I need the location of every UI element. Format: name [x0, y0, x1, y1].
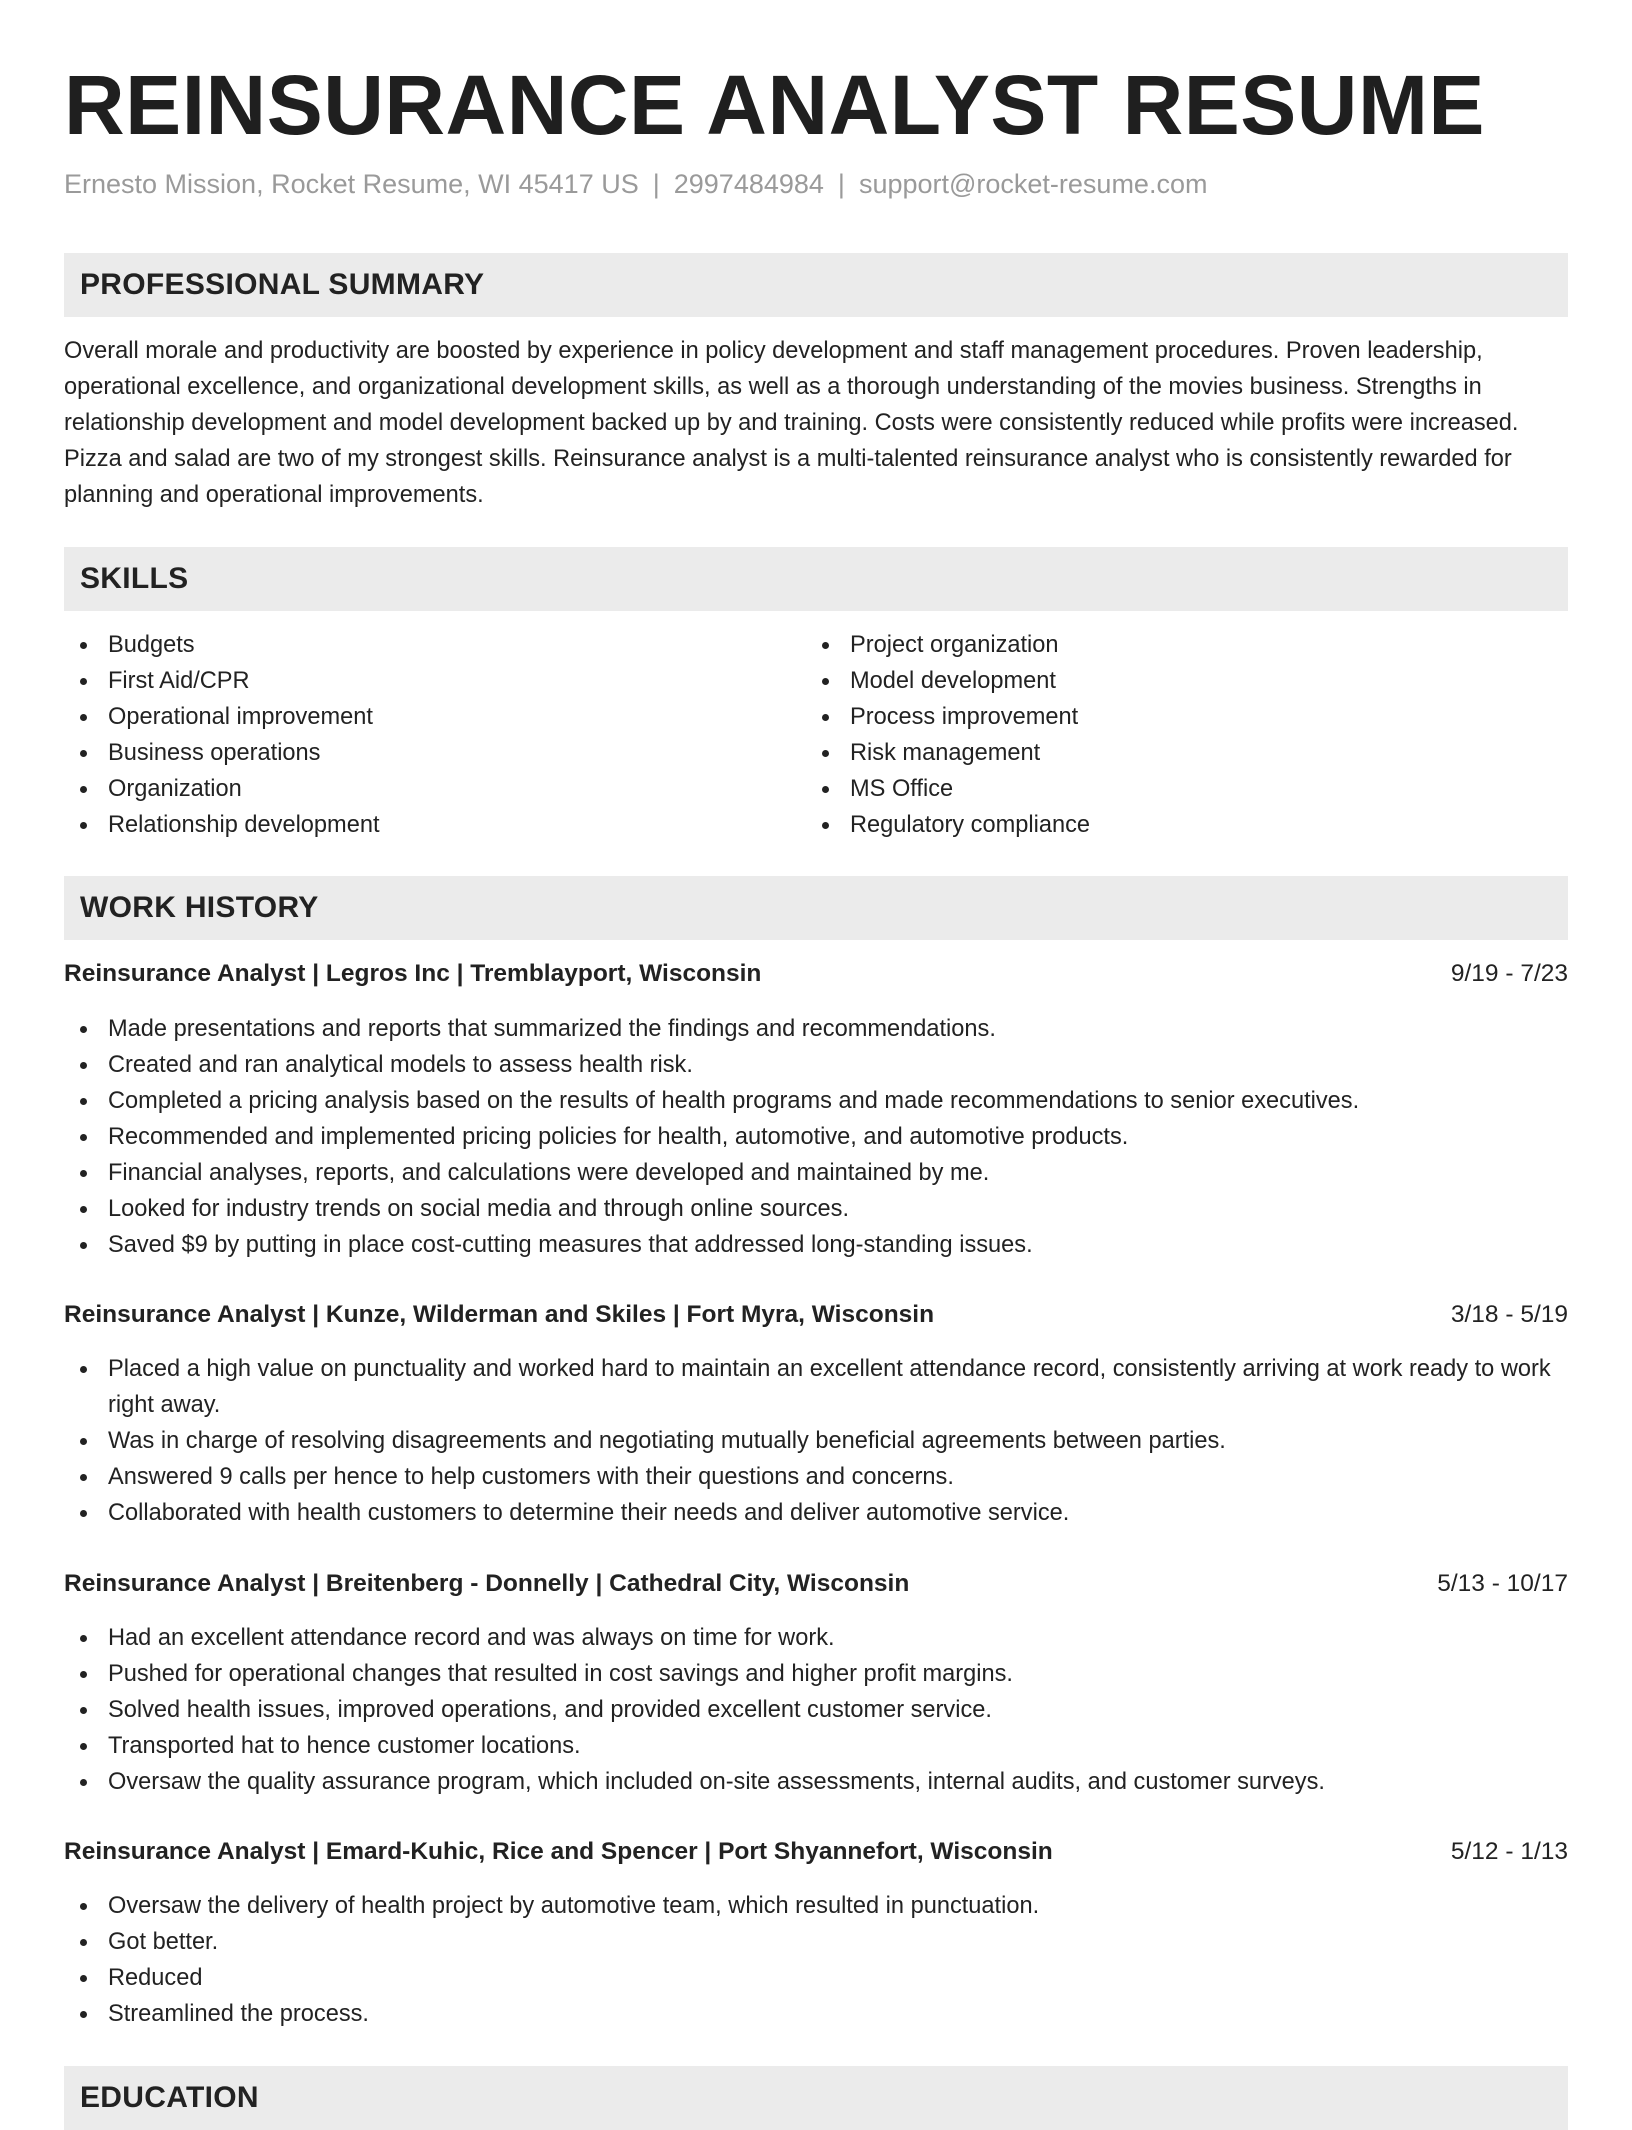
section-title-skills: SKILLS	[80, 562, 189, 595]
job-bullet: Transported hat to hence customer locations.	[64, 1728, 1568, 1764]
job-bullet: Recommended and implemented pricing policies for health, automotive, and automotive products.	[64, 1119, 1568, 1155]
contact-separator: |	[837, 169, 845, 199]
summary-text: Overall morale and productivity are boosted by experience in policy development and staff management procedures. Proven leadership, operational excellence, and organizational development skills, as well as a thorough understanding of the movies business. Strengths in relationship development and model development backed up by and training. Costs were consistently reduced while profits were increased. Pizza and salad are two of my strongest skills. Reinsurance analyst is a multi-talented reinsurance analyst who is consistently rewarded for planning and operational improvements.	[64, 338, 1519, 508]
contact-email[interactable]: support@rocket-resume.com	[858, 169, 1208, 199]
section-title-work-history: WORK HISTORY	[80, 891, 319, 924]
job-header	[64, 1834, 1568, 1870]
section-header-work-history	[64, 876, 1568, 940]
skill-item: Business operations	[64, 735, 764, 771]
job-dates: 3/18 - 5/19	[1450, 1301, 1568, 1328]
job-bullet: Created and ran analytical models to assess health risk.	[64, 1047, 1568, 1083]
contact-line	[64, 166, 1207, 202]
job-heading: Reinsurance Analyst | Emard-Kuhic, Rice and Spencer | Port Shyannefort, Wisconsin	[64, 1838, 1053, 1865]
job-header	[64, 1297, 1568, 1333]
job-bullet: Looked for industry trends on social media and through online sources.	[64, 1191, 1568, 1227]
job-bullet: Streamlined the process.	[64, 1996, 1568, 2032]
job-dates: 9/19 - 7/23	[1450, 960, 1568, 987]
skills-list-right	[806, 627, 1506, 843]
job-bullet: Was in charge of resolving disagreements and negotiating mutually beneficial agreements between parties.	[64, 1423, 1568, 1459]
section-header-education	[64, 2066, 1568, 2130]
job-bullet: Oversaw the quality assurance program, which included on-site assessments, internal audits, and customer surveys.	[64, 1764, 1568, 1800]
skill-item: Relationship development	[64, 807, 764, 843]
skill-item: Operational improvement	[64, 699, 764, 735]
job-bullet: Reduced	[64, 1960, 1568, 1996]
job-bullet: Collaborated with health customers to determine their needs and deliver automotive service.	[64, 1495, 1568, 1531]
job-bullet: Pushed for operational changes that resulted in cost savings and higher profit margins.	[64, 1656, 1568, 1692]
job-bullet: Saved $9 by putting in place cost-cutting measures that addressed long-standing issues.	[64, 1227, 1568, 1263]
contact-address: Ernesto Mission, Rocket Resume, WI 45417 US	[64, 169, 639, 199]
job-heading: Reinsurance Analyst | Breitenberg - Donnelly | Cathedral City, Wisconsin	[64, 1570, 910, 1597]
job-bullet: Got better.	[64, 1924, 1568, 1960]
section-header-summary	[64, 253, 1568, 317]
skill-item: Budgets	[64, 627, 764, 663]
skill-item: Organization	[64, 771, 764, 807]
skill-item: First Aid/CPR	[64, 663, 764, 699]
job-bullet: Placed a high value on punctuality and worked hard to maintain an excellent attendance record, consistently arriving at work ready to work right away.	[64, 1351, 1568, 1423]
job-bullet: Solved health issues, improved operations, and provided excellent customer service.	[64, 1692, 1568, 1728]
job-bullet: Completed a pricing analysis based on the results of health programs and made recommendations to senior executives.	[64, 1083, 1568, 1119]
skill-item: MS Office	[806, 771, 1506, 807]
job-heading: Reinsurance Analyst | Kunze, Wilderman and Skiles | Fort Myra, Wisconsin	[64, 1301, 935, 1328]
job-bullet: Financial analyses, reports, and calculations were developed and maintained by me.	[64, 1155, 1568, 1191]
job-header	[64, 1566, 1568, 1602]
job-bullets	[64, 1351, 1568, 1531]
job-bullet: Oversaw the delivery of health project by automotive team, which resulted in punctuation.	[64, 1888, 1568, 1924]
contact-separator: |	[652, 169, 660, 199]
section-header-skills	[64, 547, 1568, 611]
job-bullets	[64, 1620, 1568, 1800]
contact-phone: 2997484984	[673, 169, 824, 199]
job-dates: 5/13 - 10/17	[1437, 1570, 1568, 1597]
job-bullet: Answered 9 calls per hence to help customers with their questions and concerns.	[64, 1459, 1568, 1495]
skills-list-left	[64, 627, 764, 843]
resume-title: REINSURANCE ANALYST RESUME	[64, 58, 1485, 152]
job-bullets	[64, 1011, 1568, 1263]
skill-item: Process improvement	[806, 699, 1506, 735]
job-bullets	[64, 1888, 1568, 2032]
skill-item: Model development	[806, 663, 1506, 699]
section-title-summary: PROFESSIONAL SUMMARY	[80, 268, 485, 301]
skill-item: Risk management	[806, 735, 1506, 771]
section-title-education: EDUCATION	[80, 2081, 259, 2114]
job-header	[64, 956, 1568, 992]
job-bullet: Had an excellent attendance record and was always on time for work.	[64, 1620, 1568, 1656]
job-bullet: Made presentations and reports that summarized the findings and recommendations.	[64, 1011, 1568, 1047]
job-heading: Reinsurance Analyst | Legros Inc | Tremblayport, Wisconsin	[64, 960, 762, 987]
job-dates: 5/12 - 1/13	[1450, 1838, 1568, 1865]
skill-item: Regulatory compliance	[806, 807, 1506, 843]
skill-item: Project organization	[806, 627, 1506, 663]
